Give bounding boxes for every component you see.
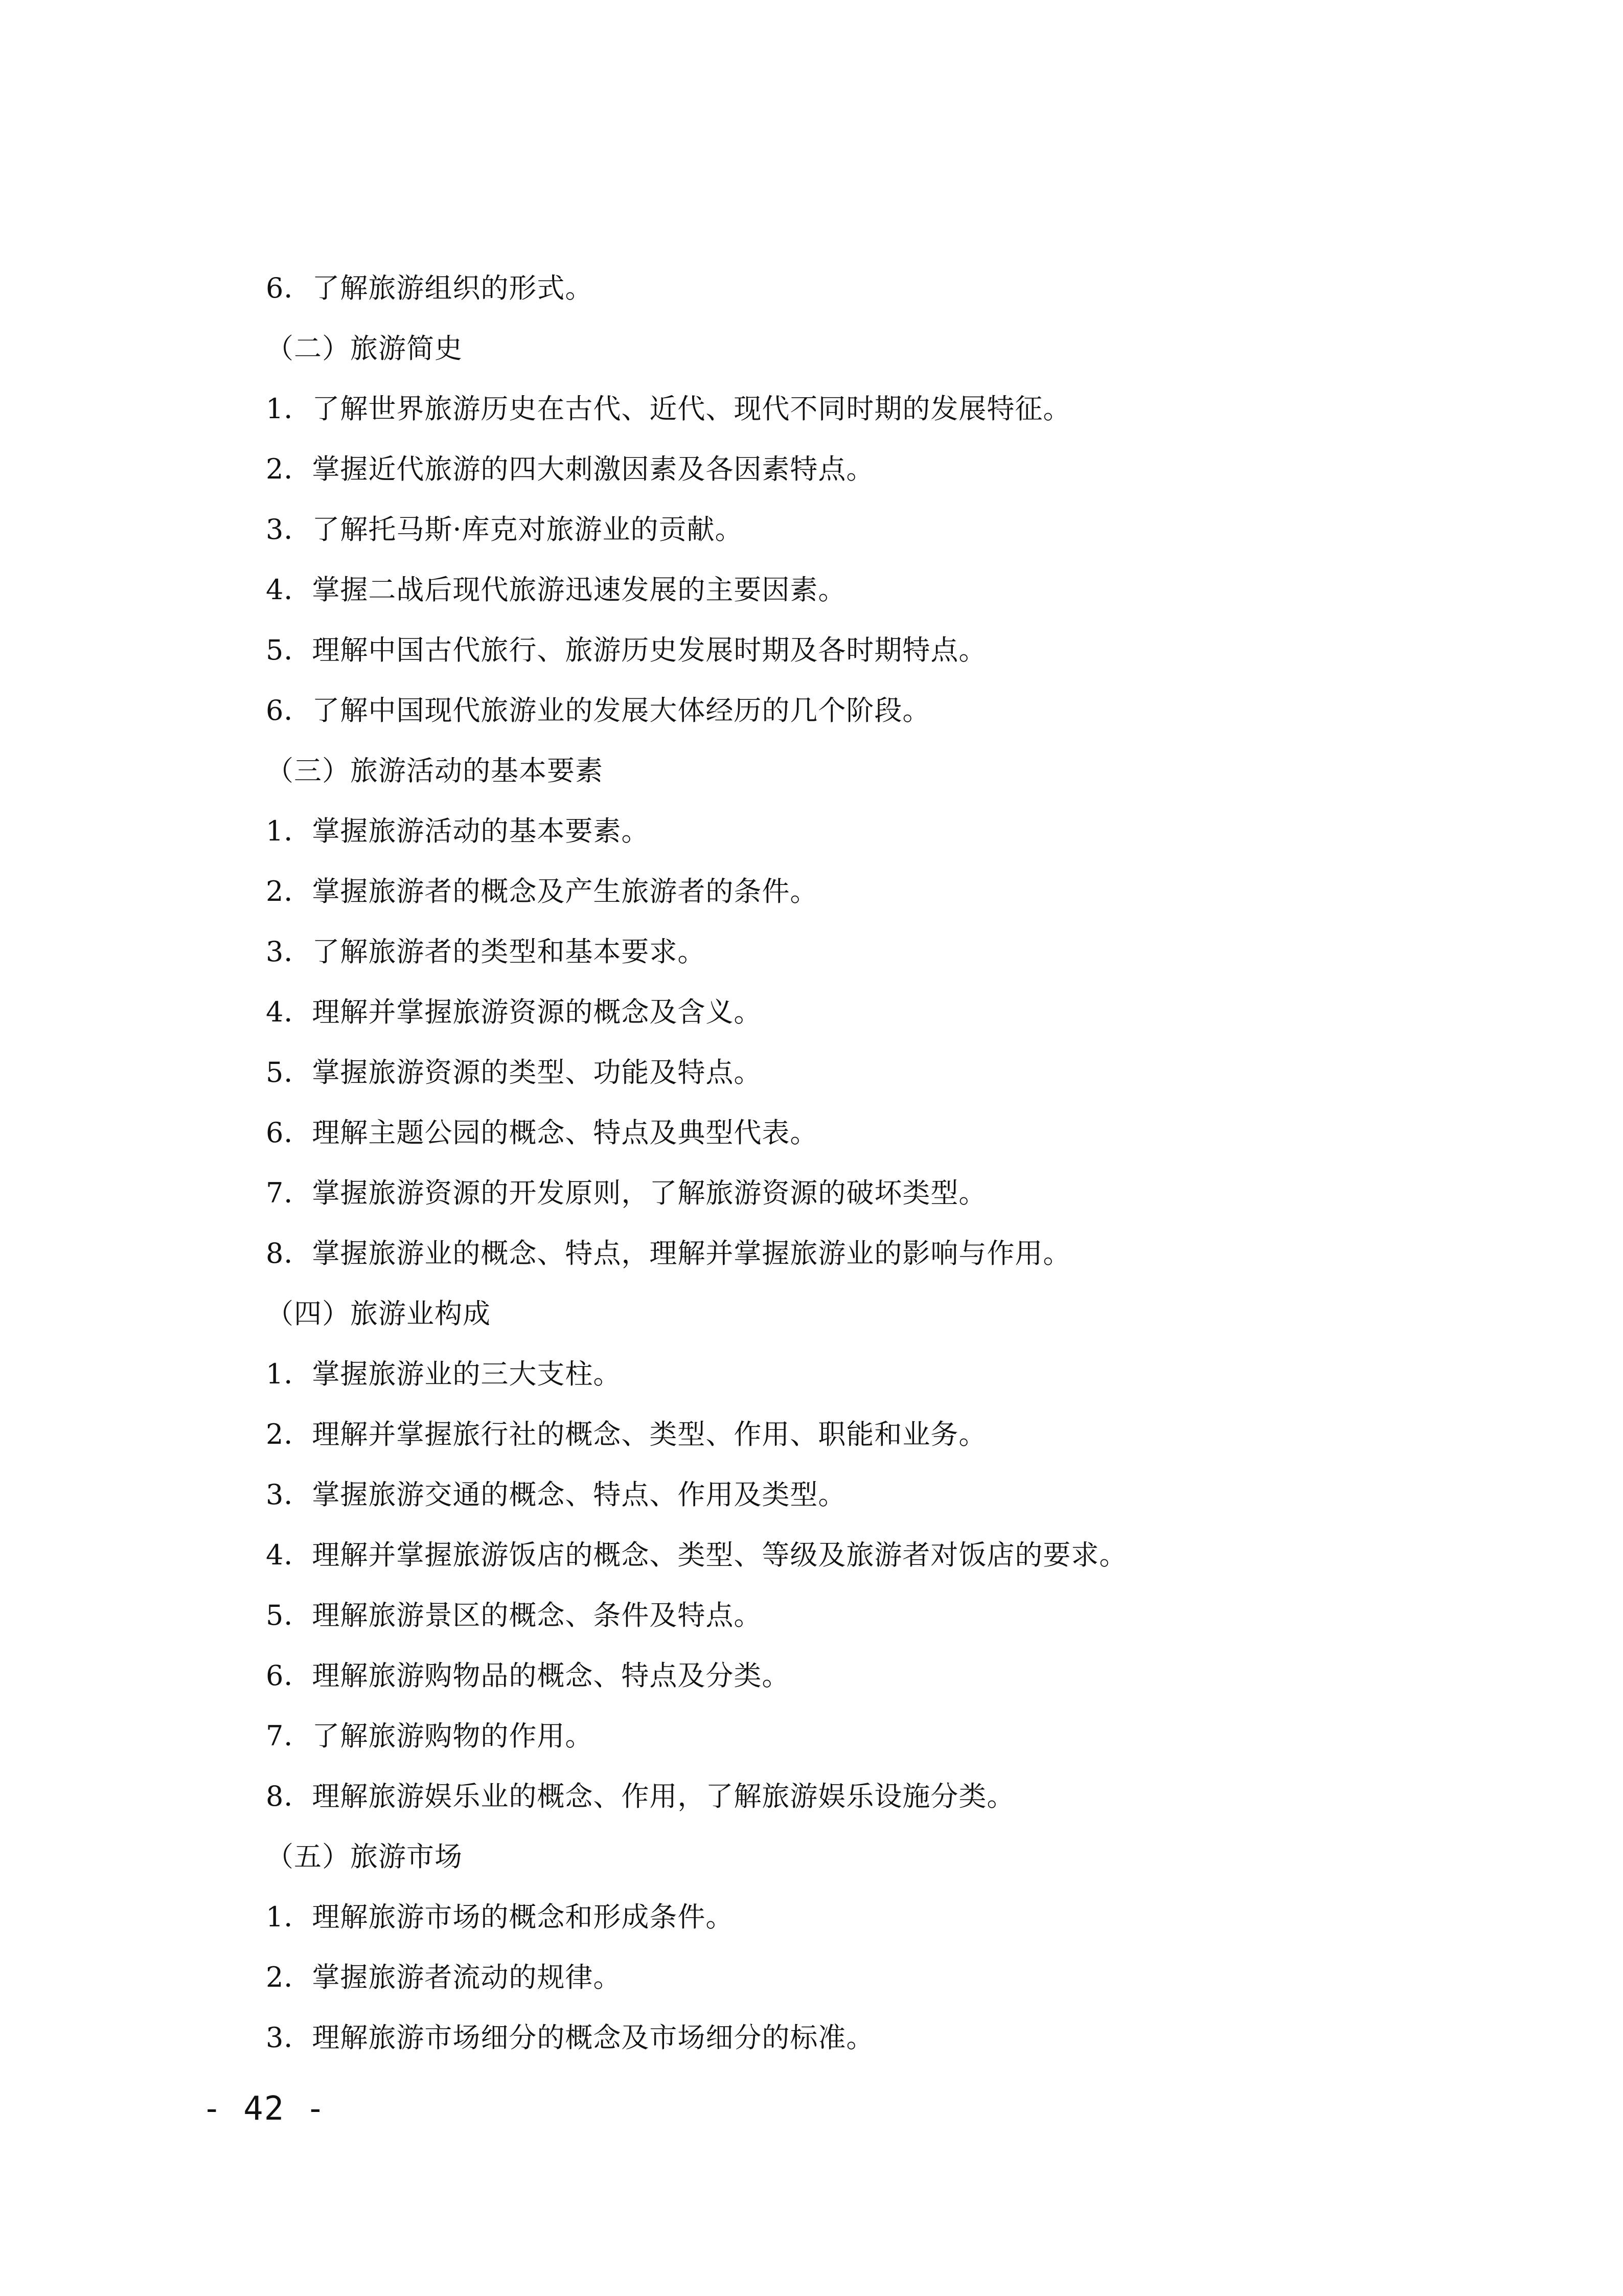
section-heading: （四）旅游业构成: [266, 1298, 491, 1330]
list-item: 1．掌握旅游活动的基本要素。: [266, 815, 650, 847]
list-item: 5．理解旅游景区的概念、条件及特点。: [266, 1599, 762, 1631]
section-heading: （三）旅游活动的基本要素: [266, 755, 603, 787]
list-item: 7．了解旅游购物的作用。: [266, 1720, 593, 1752]
list-item: 2．掌握近代旅游的四大刺激因素及各因素特点。: [266, 453, 875, 485]
list-item: 3．了解托马斯·库克对旅游业的贡献。: [266, 513, 743, 545]
section-heading: （二）旅游简史: [266, 332, 463, 365]
list-item: 6．了解旅游组织的形式。: [266, 272, 593, 304]
list-item: 7．掌握旅游资源的开发原则，了解旅游资源的破坏类型。: [266, 1177, 987, 1209]
list-item: 6．理解主题公园的概念、特点及典型代表。: [266, 1117, 818, 1149]
list-item: 4．掌握二战后现代旅游迅速发展的主要因素。: [266, 574, 847, 606]
list-item: 2．掌握旅游者的概念及产生旅游者的条件。: [266, 875, 818, 907]
list-item: 3．掌握旅游交通的概念、特点、作用及类型。: [266, 1479, 847, 1511]
list-item: 8．掌握旅游业的概念、特点，理解并掌握旅游业的影响与作用。: [266, 1237, 1071, 1269]
list-item: 2．理解并掌握旅行社的概念、类型、作用、职能和业务。: [266, 1418, 987, 1450]
page-number: - 42 -: [202, 2090, 327, 2128]
list-item: 1．了解世界旅游历史在古代、近代、现代不同时期的发展特征。: [266, 393, 1071, 425]
list-item: 3．理解旅游市场细分的概念及市场细分的标准。: [266, 2021, 875, 2054]
list-item: 1．理解旅游市场的概念和形成条件。: [266, 1901, 734, 1933]
list-item: 1．掌握旅游业的三大支柱。: [266, 1358, 622, 1390]
document-body: [266, 258, 1390, 2068]
list-item: 4．理解并掌握旅游饭店的概念、类型、等级及旅游者对饭店的要求。: [266, 1539, 1128, 1571]
list-item: 6．理解旅游购物品的概念、特点及分类。: [266, 1660, 790, 1692]
list-item: 8．理解旅游娱乐业的概念、作用，了解旅游娱乐设施分类。: [266, 1780, 1015, 1812]
list-item: 4．理解并掌握旅游资源的概念及含义。: [266, 996, 762, 1028]
section-heading: （五）旅游市场: [266, 1840, 463, 1873]
list-item: 3．了解旅游者的类型和基本要求。: [266, 936, 706, 968]
list-item: 6．了解中国现代旅游业的发展大体经历的几个阶段。: [266, 694, 931, 726]
list-item: 5．理解中国古代旅行、旅游历史发展时期及各时期特点。: [266, 634, 987, 666]
list-item: 2．掌握旅游者流动的规律。: [266, 1961, 622, 1993]
list-item: 5．掌握旅游资源的类型、功能及特点。: [266, 1056, 762, 1088]
